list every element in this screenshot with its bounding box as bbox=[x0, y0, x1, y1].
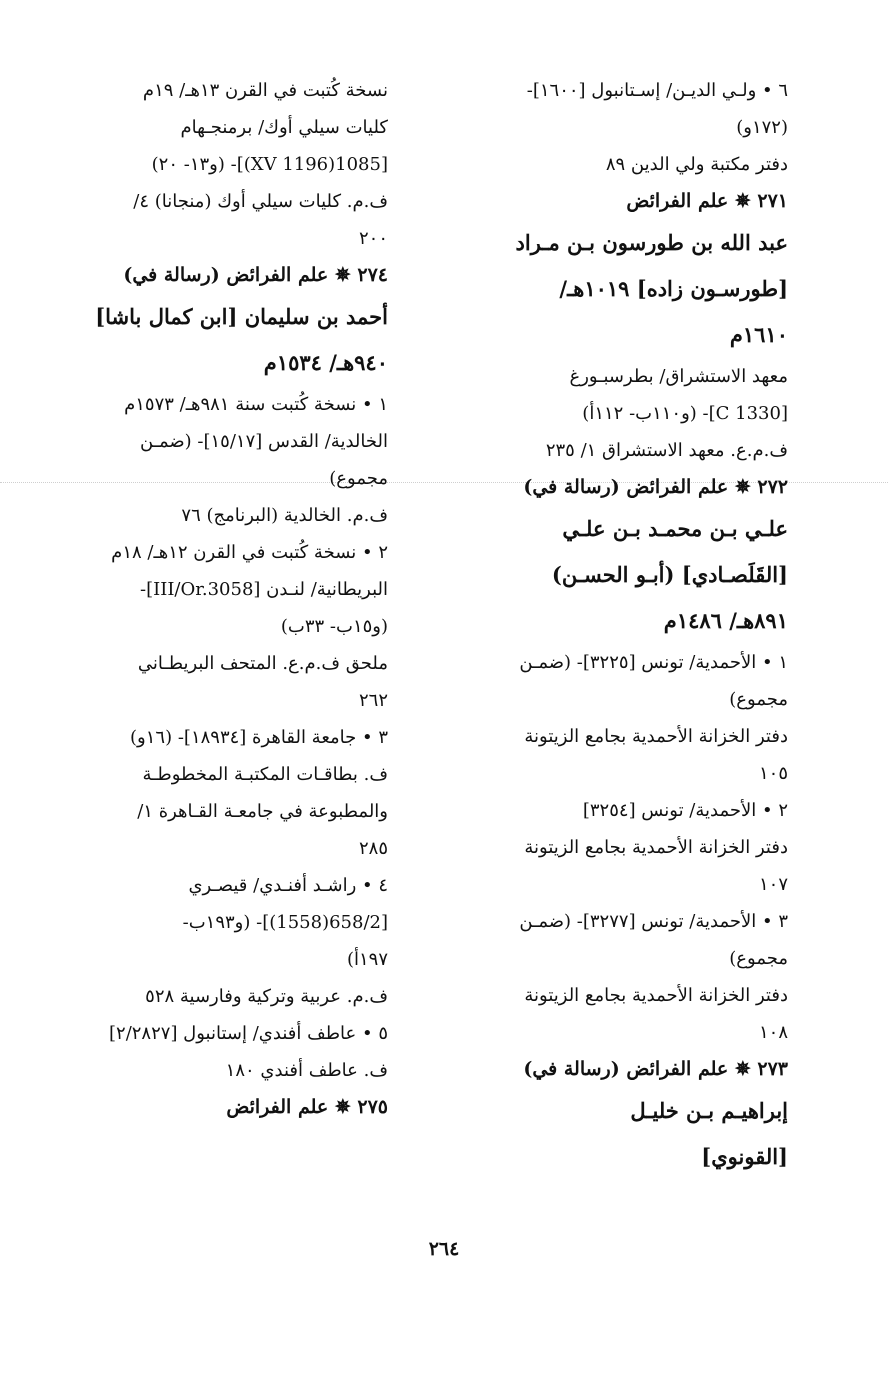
entry-line: ف. بطاقـات المكتبـة المخطوطـة bbox=[142, 764, 388, 785]
entry-line: ٥ • عاطف أفندي/ إستانبول [٢/٢٨٢٧] bbox=[109, 1023, 388, 1044]
entry-line: ٢٦٢ bbox=[358, 690, 388, 711]
entry-line: دفتر الخزانة الأحمدية بجامع الزيتونة bbox=[524, 985, 788, 1006]
entry-heading: ٢٧٣ ✵ علم الفرائض (رسالة في) bbox=[523, 1058, 788, 1080]
entry-line: ١ • الأحمدية/ تونس [٣٢٢٥]- (ضمـن bbox=[519, 652, 788, 673]
entry-line: ٤ • راشـد أفنـدي/ قيصـري bbox=[188, 875, 388, 896]
entry-line: [1085(1196 XV)]- (و١٣- ٢٠) bbox=[151, 154, 388, 175]
entry-heading: ٢٧٥ ✵ علم الفرائض bbox=[226, 1096, 388, 1118]
entry-line: ملحق ف.م.ع. المتحف البريطـاني bbox=[137, 653, 388, 674]
entry-line: دفتر الخزانة الأحمدية بجامع الزيتونة bbox=[524, 837, 788, 858]
entry-line: ف.م. عربية وتركية وفارسية ٥٢٨ bbox=[145, 986, 388, 1007]
entry-line: ف.م. كليات سيلي أوك (منجانا) ٤/ bbox=[133, 191, 388, 212]
entry-line: ١٩٧أ) bbox=[346, 949, 388, 970]
author-name-line: ٩٤٠هـ/ ١٥٣٤م bbox=[263, 350, 388, 375]
entry-line: ٣ • جامعة القاهرة [١٨٩٣٤]- (١٦و) bbox=[130, 727, 388, 748]
author-name-line: أحمد بن سليمان [ابن كمال باشا] bbox=[95, 304, 388, 329]
entry-line: ١٠٨ bbox=[758, 1022, 788, 1043]
entry-line: دفتر الخزانة الأحمدية بجامع الزيتونة bbox=[524, 726, 788, 747]
entry-line: ١٠٧ bbox=[758, 874, 788, 895]
entry-line: معهد الاستشراق/ بطرسبـورغ bbox=[569, 366, 788, 387]
entry-line: ١ • نسخة كُتبت سنة ٩٨١هـ/ ١٥٧٣م bbox=[124, 394, 388, 415]
entry-heading: ٢٧٢ ✵ علم الفرائض (رسالة في) bbox=[523, 476, 788, 498]
entry-heading: ٢٧١ ✵ علم الفرائض bbox=[626, 190, 788, 212]
entry-line: (١٧٢و) bbox=[736, 117, 788, 138]
entry-line: [658/2(1558)]- (و١٩٣ب- bbox=[182, 912, 388, 933]
entry-line: ١٠٥ bbox=[758, 763, 788, 784]
entry-line: كليات سيلي أوك/ برمنجـهام bbox=[180, 117, 388, 138]
entry-line: ٢٠٠ bbox=[358, 228, 388, 249]
entry-heading: ٢٧٤ ✵ علم الفرائض (رسالة في) bbox=[123, 264, 388, 286]
author-name-line: عبد الله بن طورسون بـن مـراد bbox=[515, 230, 788, 255]
entry-line: نسخة كُتبت في القرن ١٣هـ/ ١٩م bbox=[142, 80, 388, 101]
entry-line: ٢ • نسخة كُتبت في القرن ١٢هـ/ ١٨م bbox=[111, 542, 388, 563]
entry-line: والمطبوعة في جامعـة القـاهرة ١/ bbox=[137, 801, 388, 822]
right-column bbox=[443, 72, 788, 1180]
entry-line: ف.م. الخالدية (البرنامج) ٧٦ bbox=[181, 505, 388, 526]
page-number: ٢٦٤ bbox=[428, 1238, 460, 1260]
entry-line: البريطانية/ لنـدن [III/Or.3058]- bbox=[139, 579, 388, 600]
entry-line: مجموع) bbox=[729, 948, 788, 969]
entry-line: ٦ • ولـي الديـن/ إسـتانبول [١٦٠٠]- bbox=[526, 80, 788, 101]
author-name-line: ٨٩١هـ/ ١٤٨٦م bbox=[663, 608, 788, 633]
entry-line: ف. عاطف أفندي ١٨٠ bbox=[225, 1060, 388, 1081]
entry-line: (و١٥ب- ٣٣ب) bbox=[280, 616, 388, 637]
entry-line: ف.م.ع. معهد الاستشراق ١/ ٢٣٥ bbox=[545, 440, 788, 461]
author-name-line: [القَلَصـادي] (أبـو الحسـن) bbox=[551, 562, 788, 587]
entry-line: [C 1330]- (و١١٠ب- ١١٢أ) bbox=[582, 403, 788, 424]
author-name-line: علـي بـن محمـد بـن علـي bbox=[562, 516, 788, 541]
entry-line: مجموع) bbox=[729, 689, 788, 710]
author-name-line: ١٦١٠م bbox=[729, 322, 788, 347]
author-name-line: إبراهيـم بـن خليـل bbox=[630, 1098, 788, 1123]
entry-line: دفتر مكتبة ولي الدين ٨٩ bbox=[605, 154, 788, 175]
entry-line: ٢٨٥ bbox=[358, 838, 388, 859]
entry-line: ٢ • الأحمدية/ تونس [٣٢٥٤] bbox=[582, 800, 788, 821]
author-name-line: [طورسـون زاده] ١٠١٩هـ/ bbox=[559, 276, 788, 301]
author-name-line: [القونوي] bbox=[701, 1144, 788, 1169]
entry-line: ٣ • الأحمدية/ تونس [٣٢٧٧]- (ضمـن bbox=[519, 911, 788, 932]
entry-line: مجموع) bbox=[329, 468, 388, 489]
entry-line: الخالدية/ القدس [١٥/١٧]- (ضمـن bbox=[140, 431, 388, 452]
left-column bbox=[43, 72, 388, 1126]
